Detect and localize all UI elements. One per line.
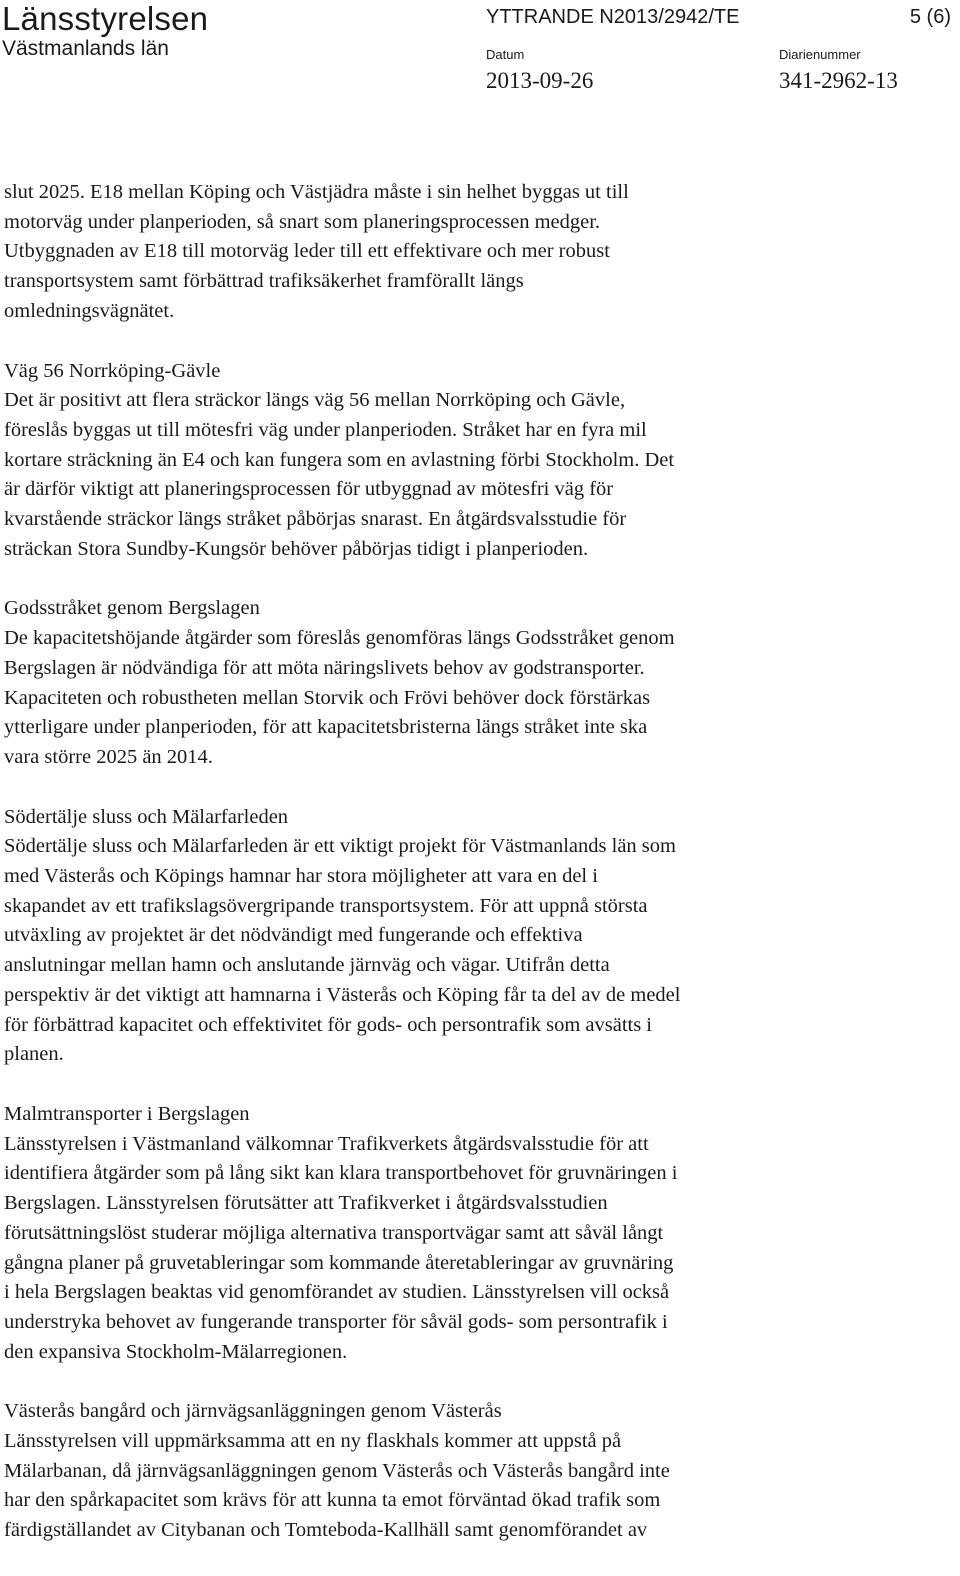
paragraph-line: sträckan Stora Sundby-Kungsör behöver påbörjas tidigt i planperioden. (4, 537, 589, 560)
section (4, 1100, 944, 1367)
date-value: 2013-09-26 (486, 68, 594, 93)
agency-logo (2, 0, 208, 60)
section (4, 594, 944, 772)
document-header (0, 0, 960, 120)
paragraph-line: färdigställandet av Citybanan och Tomteboda-Kallhäll samt genomförandet av (4, 1519, 648, 1542)
paragraph-line: Mälarbanan, då järnvägsanläggningen genom Västerås och Västerås bangård inte (4, 1459, 670, 1482)
section (4, 357, 944, 565)
paragraph-line: transportsystem samt förbättrad trafiksäkerhet framförallt längs (4, 270, 524, 293)
section-heading: Södertälje sluss och Mälarfarleden (4, 805, 289, 828)
paragraph-line: gångna planer på gruvetableringar som kommande återetableringar av gruvnäring (4, 1251, 674, 1274)
paragraph-line: planen. (4, 1043, 64, 1066)
paragraph-line: Länsstyrelsen i Västmanland välkomnar Trafikverkets åtgärdsvalsstudie för att (4, 1132, 649, 1155)
paragraph-line: identifiera åtgärder som på lång sikt kan klara transportbehovet för gruvnäringen i (4, 1162, 678, 1185)
paragraph-line: vara större 2025 än 2014. (4, 745, 213, 768)
paragraph-line: slut 2025. E18 mellan Köping och Västjädra måste i sin helhet byggas ut till (4, 181, 629, 203)
paragraph-line: perspektiv är det viktigt att hamnarna i Västerås och Köping får ta del av de medel (4, 983, 681, 1006)
paragraph-line: skapandet av ett trafikslagsövergripande transportsystem. För att uppnå största (4, 894, 648, 917)
paragraph-line: den expansiva Stockholm-Mälarregionen. (4, 1340, 348, 1363)
paragraph-line: kvarstående sträckor längs stråket påbörjas snarast. En åtgärdsvalsstudie för (4, 508, 627, 531)
paragraph-line: Bergslagen. Länsstyrelsen förutsätter att Trafikverket i åtgärdsvalsstudien (4, 1192, 608, 1215)
section (4, 803, 944, 1070)
paragraph-line: är därför viktigt att planeringsprocessen för utbyggnad av mötesfri väg för (4, 478, 614, 501)
paragraph-line: har den spårkapacitet som krävs för att kunna ta emot förväntad ökad trafik som (4, 1489, 661, 1512)
section-heading: Godsstråket genom Bergslagen (4, 597, 260, 620)
section-heading: Väg 56 Norrköping-Gävle (4, 359, 221, 382)
paragraph-line: Bergslagen är nödvändiga för att möta näringslivets behov av godstransporter. (4, 656, 645, 679)
section-heading: Malmtransporter i Bergslagen (4, 1102, 250, 1125)
logo-agency-name: Länsstyrelsen (2, 0, 209, 37)
date-label: Datum (486, 47, 525, 62)
paragraph-line: De kapacitetshöjande åtgärder som föreslås genomföras längs Godsstråket genom (4, 627, 675, 650)
paragraph-line: föreslås byggas ut till mötesfri väg under planperioden. Stråket har en fyra mil (4, 418, 647, 441)
paragraph-line: Det är positivt att flera sträckor längs väg 56 mellan Norrköping och Gävle, (4, 389, 626, 412)
section (4, 178, 944, 327)
paragraph-line: med Västerås och Köpings hamnar har stora möjligheter att vara en del i (4, 865, 598, 888)
paragraph-line: Länsstyrelsen vill uppmärksamma att en ny flaskhals kommer att uppstå på (4, 1430, 622, 1453)
paragraph-line: understryka behovet av fungerande transporter för såväl gods- som persontrafik i (4, 1310, 668, 1333)
paragraph-line: motorväg under planperioden, så snart som planeringsprocessen medger. (4, 210, 601, 233)
paragraph-line: anslutningar mellan hamn och anslutande järnväg och vägar. Utifrån detta (4, 954, 610, 977)
logo-county-name: Västmanlands län (2, 37, 169, 60)
paragraph-line: ytterligare under planperioden, för att kapacitetsbristerna längs stråket inte ska (4, 716, 648, 739)
section-heading: Västerås bangård och järnvägsanläggningen genom Västerås (4, 1400, 502, 1423)
page-number: 5 (6) (909, 6, 951, 28)
paragraph-line: utväxling av projektet är det nödvändigt med fungerande och effektiva (4, 924, 583, 947)
paragraph-line: för förbättrad kapacitet och effektivitet för gods- och persontrafik som avsätts i (4, 1013, 653, 1036)
reference-number-label: Diarienummer (779, 47, 861, 62)
paragraph-line: kortare sträckning än E4 och kan fungera som en avlastning förbi Stockholm. Det (4, 448, 675, 471)
paragraph-line: Kapaciteten och robustheten mellan Storvik och Frövi behöver dock förstärkas (4, 686, 651, 709)
paragraph-line: omledningsvägnätet. (4, 299, 175, 322)
paragraph-line: förutsättningslöst studerar möjliga alternativa transportvägar samt att såväl långt (4, 1221, 664, 1244)
document-title: YTTRANDE N2013/2942/TE (486, 6, 740, 28)
section (4, 1397, 944, 1546)
paragraph-line: Utbyggnaden av E18 till motorväg leder till ett effektivare och mer robust (4, 240, 610, 263)
reference-number-value: 341-2962-13 (779, 68, 898, 93)
document-body (4, 178, 944, 1576)
paragraph-line: i hela Bergslagen beaktas vid genomförandet av studien. Länsstyrelsen vill också (4, 1281, 670, 1304)
paragraph-line: Södertälje sluss och Mälarfarleden är ett viktigt projekt för Västmanlands län som (4, 835, 676, 858)
